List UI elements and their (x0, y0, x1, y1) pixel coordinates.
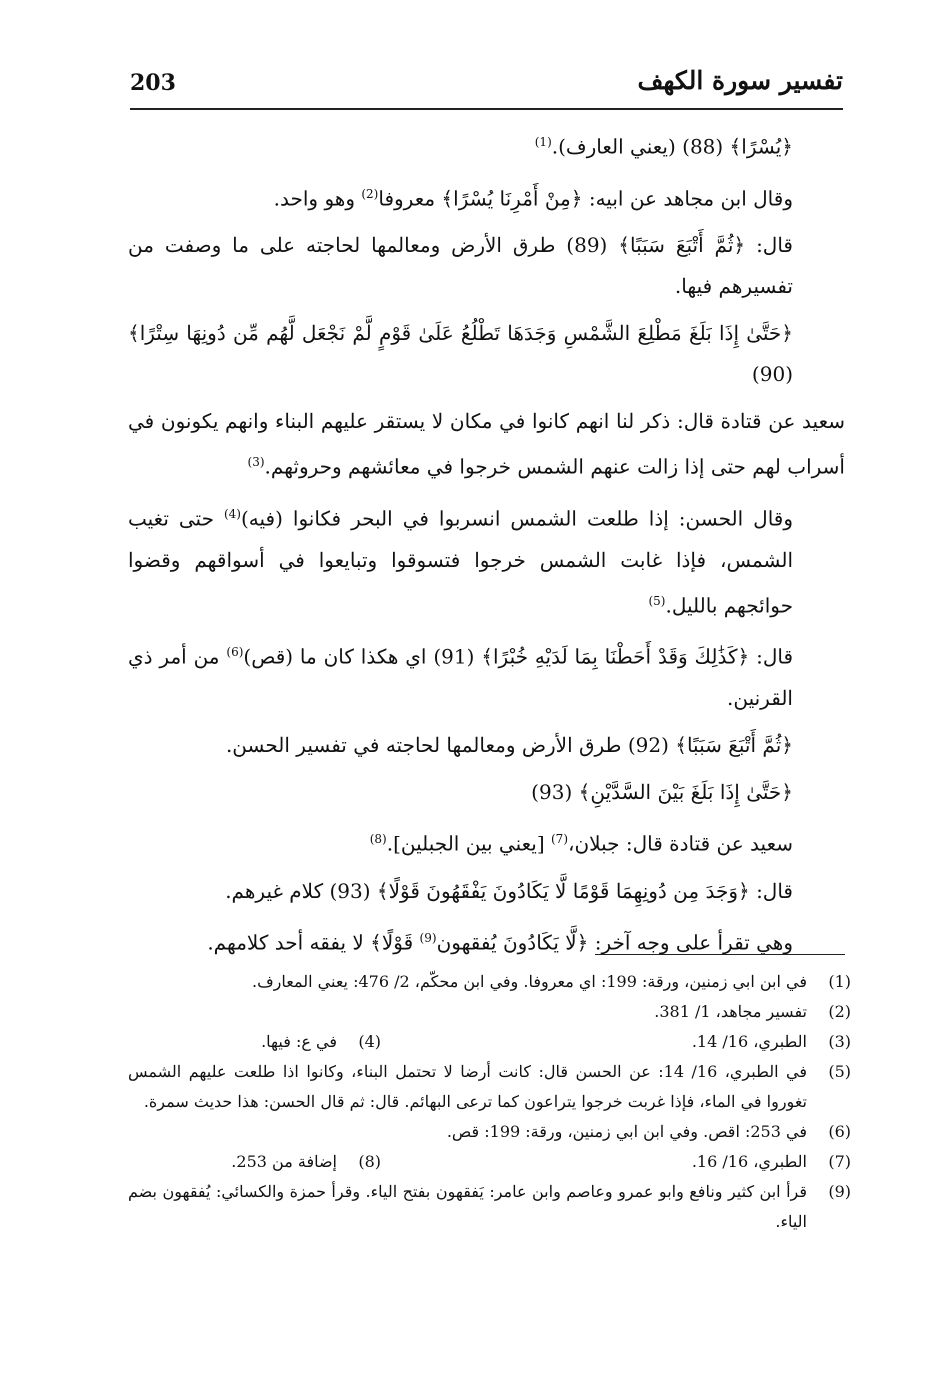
footnote-number: (4) (358, 1032, 381, 1051)
footnote-3 (381, 1027, 851, 1057)
footnote-number: (5) (828, 1062, 851, 1081)
footnote-text: الطبري، 16/ 16. (691, 1152, 807, 1171)
footnote-text: في ع: فيها. (261, 1032, 337, 1051)
footnote-8 (231, 1147, 381, 1177)
paragraph-12-text-a: وهي تقرأ على وجه آخر: ﴿لَّا يَكَادُونَ يُفقهون (436, 930, 793, 955)
footnote-text: في 253: اقص. وفي ابن ابي زمنين، ورقة: 199: قص. (446, 1122, 807, 1141)
paragraph-7-text-b: من أمر ذي القرنين. (128, 644, 793, 710)
footnote-ref-8: (8) (369, 831, 387, 846)
footnote-ref-6: (6) (226, 645, 244, 660)
footnote-2 (128, 997, 851, 1027)
footnote-text: تفسير مجاهد، 1/ 381. (654, 1002, 807, 1021)
paragraph-6-text-b: حتى تغيب الشمس، فإذا غابت الشمس خرجوا فتسوقوا وتبايعوا في أسواقهم وقضوا حوائجهم بالليل. (128, 506, 793, 618)
footnote-ref-2: (2) (361, 186, 379, 201)
footnote-ref-7: (7) (550, 831, 568, 846)
footnote-number: (2) (828, 1002, 851, 1021)
paragraph-1 (128, 122, 845, 168)
footnote-number: (8) (358, 1152, 381, 1171)
footnote-ref-3: (3) (247, 455, 265, 470)
paragraph-6-text-a: وقال الحسن: إذا طلعت الشمس انسربوا في البحر فكانوا (فيه) (240, 506, 794, 531)
page-number: 203 (130, 70, 176, 96)
footnote-row-7-8 (128, 1147, 851, 1177)
paragraph-5-text: سعيد عن قتادة قال: ذكر لنا انهم كانوا في مكان لا يستقر عليهم البناء وانهم يكونون في أسراب لهم حتى إذا زالت عنهم الشمس خرجوا في معائشهم وحروثهم. (128, 409, 845, 479)
paragraph-10 (128, 819, 845, 865)
page-header (130, 64, 843, 110)
footnote-text: في ابن ابي زمنين، ورقة: 199: اي معروفا. وفي ابن محكّم، 2/ 476: يعني المعارف. (252, 972, 807, 991)
paragraph-6 (128, 494, 845, 626)
footnote-separator (595, 954, 845, 955)
footnote-number: (1) (828, 972, 851, 991)
footnote-ref-4: (4) (223, 506, 241, 521)
footnote-number: (7) (828, 1152, 851, 1171)
paragraph-10-text-b: [يعني بين الجبلين]. (386, 831, 551, 856)
footnote-number: (9) (828, 1182, 851, 1201)
footnote-number: (6) (828, 1122, 851, 1141)
footnote-6 (128, 1117, 851, 1147)
paragraph-4: ﴿حَتَّىٰ إِذَا بَلَغَ مَطْلِعَ الشَّمْسِ وَجَدَهَا تَطْلُعُ عَلَىٰ قَوْمٍ لَّمْ نَجْعَل لَّهُم مِّن دُونِهَا سِتْرًا﴾ (90) (128, 321, 793, 387)
paragraph-10-text-a: سعيد عن قتادة قال: جبلان، (568, 831, 793, 856)
paragraph-9: ﴿حَتَّىٰ إِذَا بَلَغَ بَيْنَ السَّدَّيْنِ﴾ (93) (531, 779, 793, 804)
footnote-ref-9: (9) (419, 930, 437, 945)
footnotes (128, 967, 851, 1237)
footnote-row-3-4 (128, 1027, 851, 1057)
footnote-7 (381, 1147, 851, 1177)
footnote-text: في الطبري، 16/ 14: عن الحسن قال: كانت أرضا لا تحتمل البناء، وكانوا اذا طلعت عليهم الشمس تغوروا في الماء، فإذا غربت خرجوا يتراعون كما ترعى البهائم. قال: ثم قال الحسن: هذا حديث سمرة. (128, 1062, 807, 1111)
paragraph-1-text: ﴿يُسْرًا﴾ (88) (يعني العارف). (551, 134, 793, 159)
running-title: تفسير سورة الكهف (637, 66, 843, 95)
footnote-ref-1: (1) (534, 135, 552, 149)
footnote-text: الطبري، 16/ 14. (691, 1032, 807, 1051)
paragraph-5 (128, 401, 845, 488)
paragraph-2 (128, 174, 845, 220)
paragraph-7 (128, 632, 845, 719)
paragraph-12 (128, 918, 845, 964)
paragraph-3: قال: ﴿ثُمَّ أَتْبَعَ سَبَبًا﴾ (89) طرق الأرض ومعالمها لحاجته على ما وصفت من تفسيرهم فيها. (128, 233, 793, 299)
main-text (128, 122, 845, 969)
footnote-1 (128, 967, 851, 997)
paragraph-2-text-a: وقال ابن مجاهد عن ابيه: ﴿مِنْ أَمْرِنَا يُسْرًا﴾ معروفا (378, 186, 793, 211)
paragraph-11: قال: ﴿وَجَدَ مِن دُونِهِمَا قَوْمًا لَّا يَكَادُونَ يَفْقَهُونَ قَوْلًا﴾ (93) كلام غيرهم. (225, 878, 793, 903)
paragraph-8: ﴿ثُمَّ أَتْبَعَ سَبَبًا﴾ (92) طرق الأرض ومعالمها لحاجته في تفسير الحسن. (225, 732, 793, 757)
paragraph-2-text-b: وهو واحد. (273, 186, 362, 211)
footnote-5 (128, 1057, 851, 1117)
footnote-4 (261, 1027, 381, 1057)
footnote-text: قرأ ابن كثير ونافع وابو عمرو وعاصم وابن عامر: يَفقهون بفتح الياء. وقرأ حمزة والكسائي: يُفقهون بضم الياء. (128, 1182, 807, 1231)
footnote-number: (3) (828, 1032, 851, 1051)
paragraph-12-text-b: قَوْلًا﴾ لا يفقه أحد كلامهم. (207, 930, 420, 955)
footnote-ref-5: (5) (648, 593, 666, 608)
paragraph-7-text-a: قال: ﴿كَذَٰلِكَ وَقَدْ أَحَطْنَا بِمَا لَدَيْهِ خُبْرًا﴾ (91) اي هكذا كان ما (قص) (243, 644, 794, 669)
footnote-text: إضافة من 253. (231, 1152, 337, 1171)
footnote-9 (128, 1177, 851, 1237)
